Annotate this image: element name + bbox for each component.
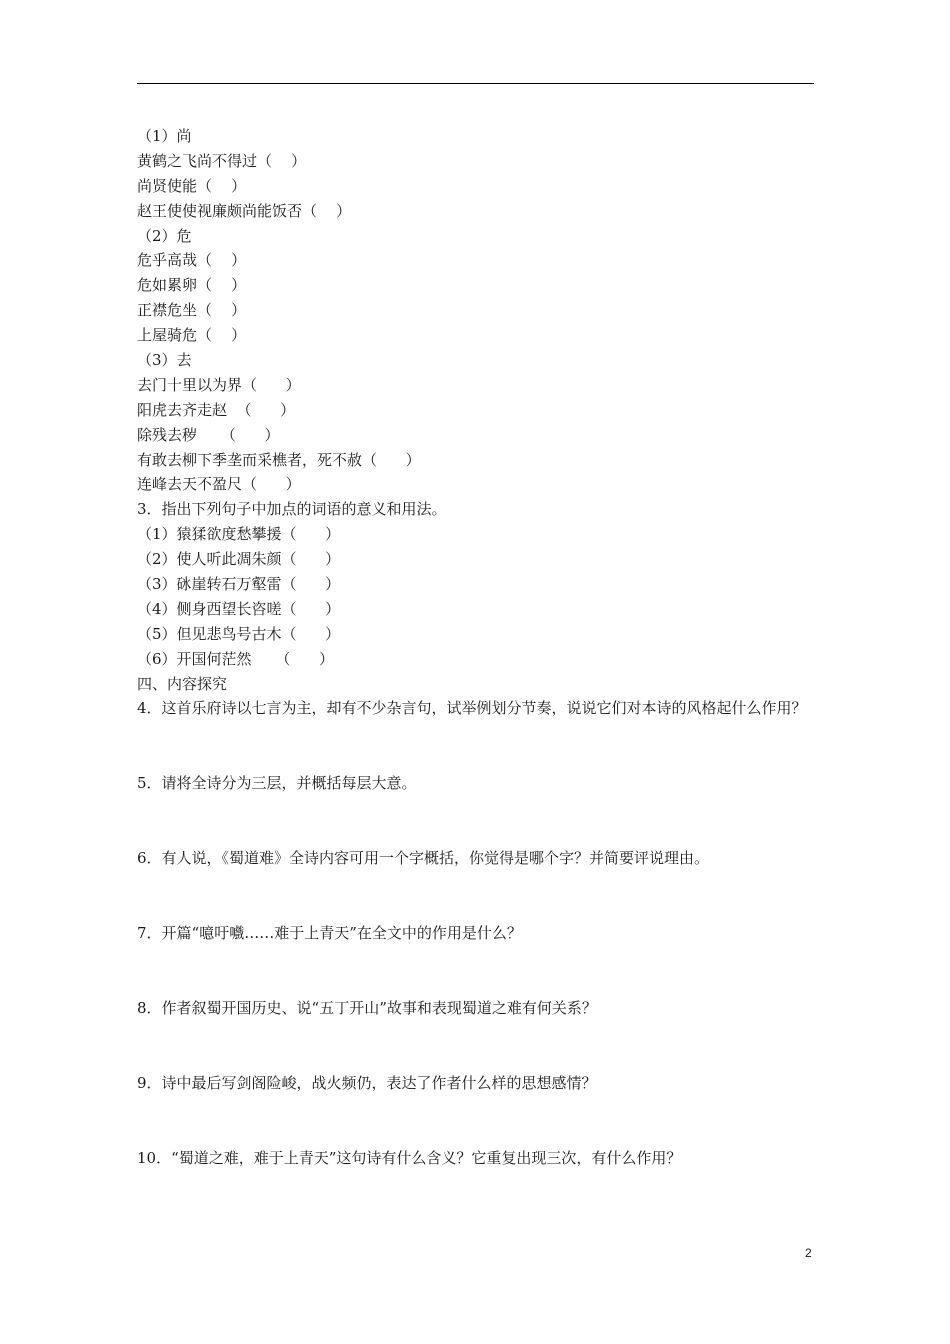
question-9: 9．诗中最后写剑阁险峻，战火频仍，表达了作者什么样的思想感情？ (137, 1074, 597, 1093)
exercise-item: 危乎高哉（ ） (137, 251, 247, 270)
question-7: 7．开篇“噫吁嚱……难于上青天”在全文中的作用是什么？ (137, 924, 522, 943)
exercise-item: 去门十里以为界（ ） (137, 375, 301, 394)
exercise-item: 有敢去柳下季垄而采樵者，死不赦（ ） (137, 450, 421, 469)
question-4: 4．这首乐府诗以七言为主，却有不少杂言句，试举例划分节奏，说说它们对本诗的风格起什么作用？ (137, 699, 807, 718)
exercise-item: 阳虎去齐走赵 （ ） (137, 400, 296, 419)
page-content (137, 124, 814, 1171)
exercise-item: （5）但见悲鸟号古木（ ） (137, 624, 341, 643)
question-8: 8．作者叙蜀开国历史、说“五丁开山”故事和表现蜀道之难有何关系？ (137, 999, 597, 1018)
section-heading: （2）危 (137, 226, 192, 245)
section-heading: （1）尚 (137, 127, 192, 145)
exercise-item: 正襟危坐（ ） (137, 301, 247, 320)
exercise-item: 尚贤使能（ ） (137, 176, 247, 195)
exercise-item: 连峰去天不盈尺（ ） (137, 475, 301, 494)
section-heading: （3）去 (137, 351, 192, 370)
exercise-item: 上屋骑危（ ） (137, 326, 247, 345)
exercise-item: 黄鹤之飞尚不得过（ ） (137, 151, 307, 170)
exercise-item: 赵王使使视廉颇尚能饭否（ ） (137, 201, 352, 220)
section-heading: 四、内容探究 (137, 674, 228, 693)
exercise-item: （4）侧身西望长咨嗟（ ） (137, 599, 341, 618)
exercise-item: （2）使人听此凋朱颜（ ） (137, 550, 341, 569)
exercise-item: （1）猿猱欲度愁攀援（ ） (137, 525, 341, 544)
exercise-item: 除残去秽 （ ） (137, 425, 280, 444)
question-10: 10．“蜀道之难，难于上青天”这句诗有什么含义？它重复出现三次，有什么作用？ (137, 1148, 682, 1167)
question-5: 5．请将全诗分为三层，并概括每层大意。 (137, 774, 417, 793)
exercise-item: （6）开国何茫然 （ ） (137, 649, 334, 668)
exercise-item: 危如累卵（ ） (137, 276, 247, 295)
exercise-item: （3）砯崖转石万壑雷（ ） (137, 575, 341, 594)
page-number: 2 (805, 1246, 812, 1260)
question-6: 6．有人说，《蜀道难》全诗内容可用一个字概括，你觉得是哪个字？并简要评说理由。 (137, 849, 710, 868)
question-title: 3．指出下列句子中加点的词语的意义和用法。 (137, 500, 447, 519)
header-rule (137, 83, 814, 84)
